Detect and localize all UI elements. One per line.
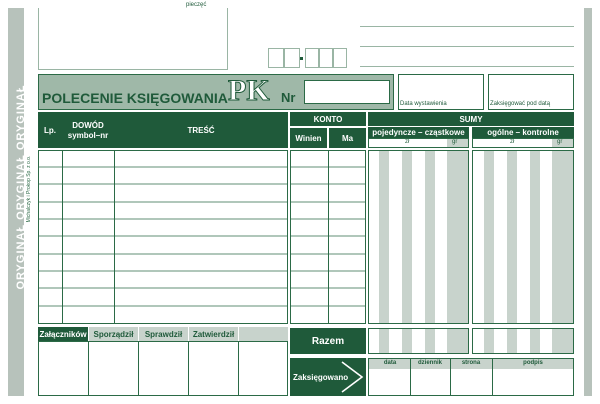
side-small-text: Michalczyk i Prokop Sp. z o.o. [26,155,32,223]
signature-area[interactable] [38,341,288,396]
footer-blank-header [239,327,288,341]
ogolne-header: ogólne – kontrolne [472,127,574,138]
razem-shade-1 [379,329,389,353]
razem-label: Razem [290,328,366,354]
dowod-label: DOWÓD [72,120,104,130]
zl-label-1: zł [405,139,410,145]
razem-shade-5 [484,329,494,353]
lp-header: Lp. [38,112,62,148]
booking-divider-2 [450,358,451,396]
sprawdzil-header: Sprawdził [139,327,188,341]
razem-shade-3 [425,329,435,353]
zatwierdzil-header: Zatwierdził [189,327,238,341]
sporzadzil-header: Sporządził [89,327,138,341]
sig-divider-4 [238,341,239,396]
pk-code: PK [228,74,270,107]
zaksiegowano-label: Zaksięgowano [293,372,349,382]
sig-divider-1 [88,341,89,396]
arrow-right-icon [340,360,366,394]
date-issued-label: Data wystawienia [400,101,447,107]
form-title: POLECENIE KSIĘGOWANIA [42,90,228,106]
zalacznikow-header: Załączników [38,327,88,341]
stamp-label: pieczęć [186,2,207,8]
razem-shade-6 [507,329,517,353]
gr-label-2: gr [557,139,563,145]
winien-header: Winien [290,128,327,148]
tresc-header: TREŚĆ [114,112,288,148]
booking-data-label: data [383,360,397,366]
zl-label-2: zł [510,139,515,145]
razem-shade-7 [530,329,540,353]
ma-header: Ma [329,128,366,148]
konto-header: KONTO [290,112,366,126]
sig-divider-3 [188,341,189,396]
razem-shade-8 [552,329,573,353]
booking-strona-label: strona [461,360,481,366]
sumy-header: SUMY [368,112,574,126]
sig-divider-2 [138,341,139,396]
razem-shade-2 [402,329,412,353]
pojedyncze-header: pojedyncze – cząstkowe [368,127,469,138]
dowod-sub-label: symbol–nr [67,130,109,140]
side-stripe-text: ORYGINAŁ ORYGINAŁ ORYGINAŁ [15,84,27,290]
booking-divider-3 [492,358,493,396]
nr-label: Nr [281,90,296,105]
booking-divider-1 [410,358,411,396]
booked-date-label: Zaksięgować pod datą [490,101,551,107]
gr-label-1: gr [452,139,458,145]
booking-dziennik-label: dziennik [417,360,442,366]
booking-podpis-label: podpis [523,360,543,366]
razem-shade-4 [447,329,468,353]
